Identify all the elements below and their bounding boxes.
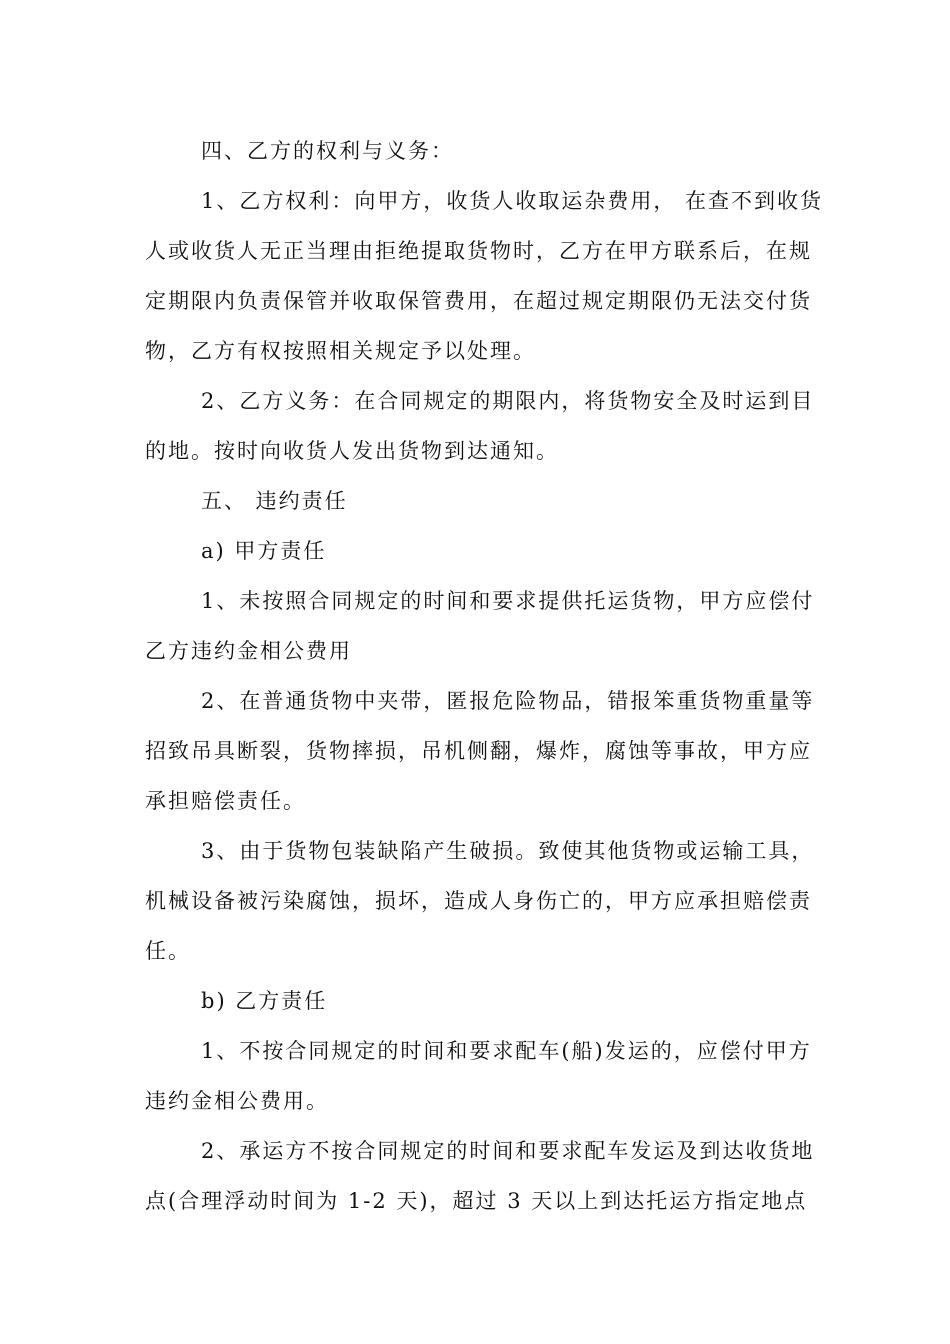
text-line: 1、乙方权利：向甲方，收货人收取运杂费用， 在查不到收货 [201, 189, 824, 213]
text-line: 物，乙方有权按照相关规定予以处理。 [145, 339, 536, 363]
text-line: 任。 [145, 939, 191, 963]
section-heading-liability: 五、 违约责任 [201, 489, 348, 513]
text-line: 点(合理浮动时间为 1-2 天)，超过 3 天以上到达托运方指定地点 [145, 1189, 808, 1213]
text-line: 2、乙方义务：在合同规定的期限内，将货物安全及时运到目 [201, 389, 815, 413]
subheading-party-b: b) 乙方责任 [201, 989, 328, 1013]
text-line: 人或收货人无正当理由拒绝提取货物时，乙方在甲方联系后，在规 [145, 239, 812, 263]
text-line: 定期限内负责保管并收取保管费用，在超过规定期限仍无法交付货 [145, 289, 812, 313]
text-line: 1、未按照合同规定的时间和要求提供托运货物，甲方应偿付 [201, 589, 815, 613]
text-line: 的地。按时向收货人发出货物到达通知。 [145, 439, 559, 463]
text-line: 机械设备被污染腐蚀，损坏，造成人身伤亡的，甲方应承担赔偿责 [145, 889, 812, 913]
section-heading-party-b-rights: 四、乙方的权利与义务： [201, 139, 454, 163]
text-line: 违约金相公费用。 [145, 1089, 329, 1113]
subheading-party-a: a) 甲方责任 [201, 539, 327, 563]
text-line: 2、承运方不按合同规定的时间和要求配车发运及到达收货地 [201, 1139, 815, 1163]
text-line: 3、由于货物包装缺陷产生破损。致使其他货物或运输工具， [201, 839, 815, 863]
text-line: 招致吊具断裂，货物摔损，吊机侧翻，爆炸，腐蚀等事故，甲方应 [145, 739, 812, 763]
text-line: 1、不按合同规定的时间和要求配车(船)发运的，应偿付甲方 [201, 1039, 812, 1063]
document-body [145, 126, 824, 1226]
text-line: 乙方违约金相公费用 [145, 639, 352, 663]
text-line: 2、在普通货物中夹带，匿报危险物品，错报笨重货物重量等 [201, 689, 815, 713]
text-line: 承担赔偿责任。 [145, 789, 306, 813]
